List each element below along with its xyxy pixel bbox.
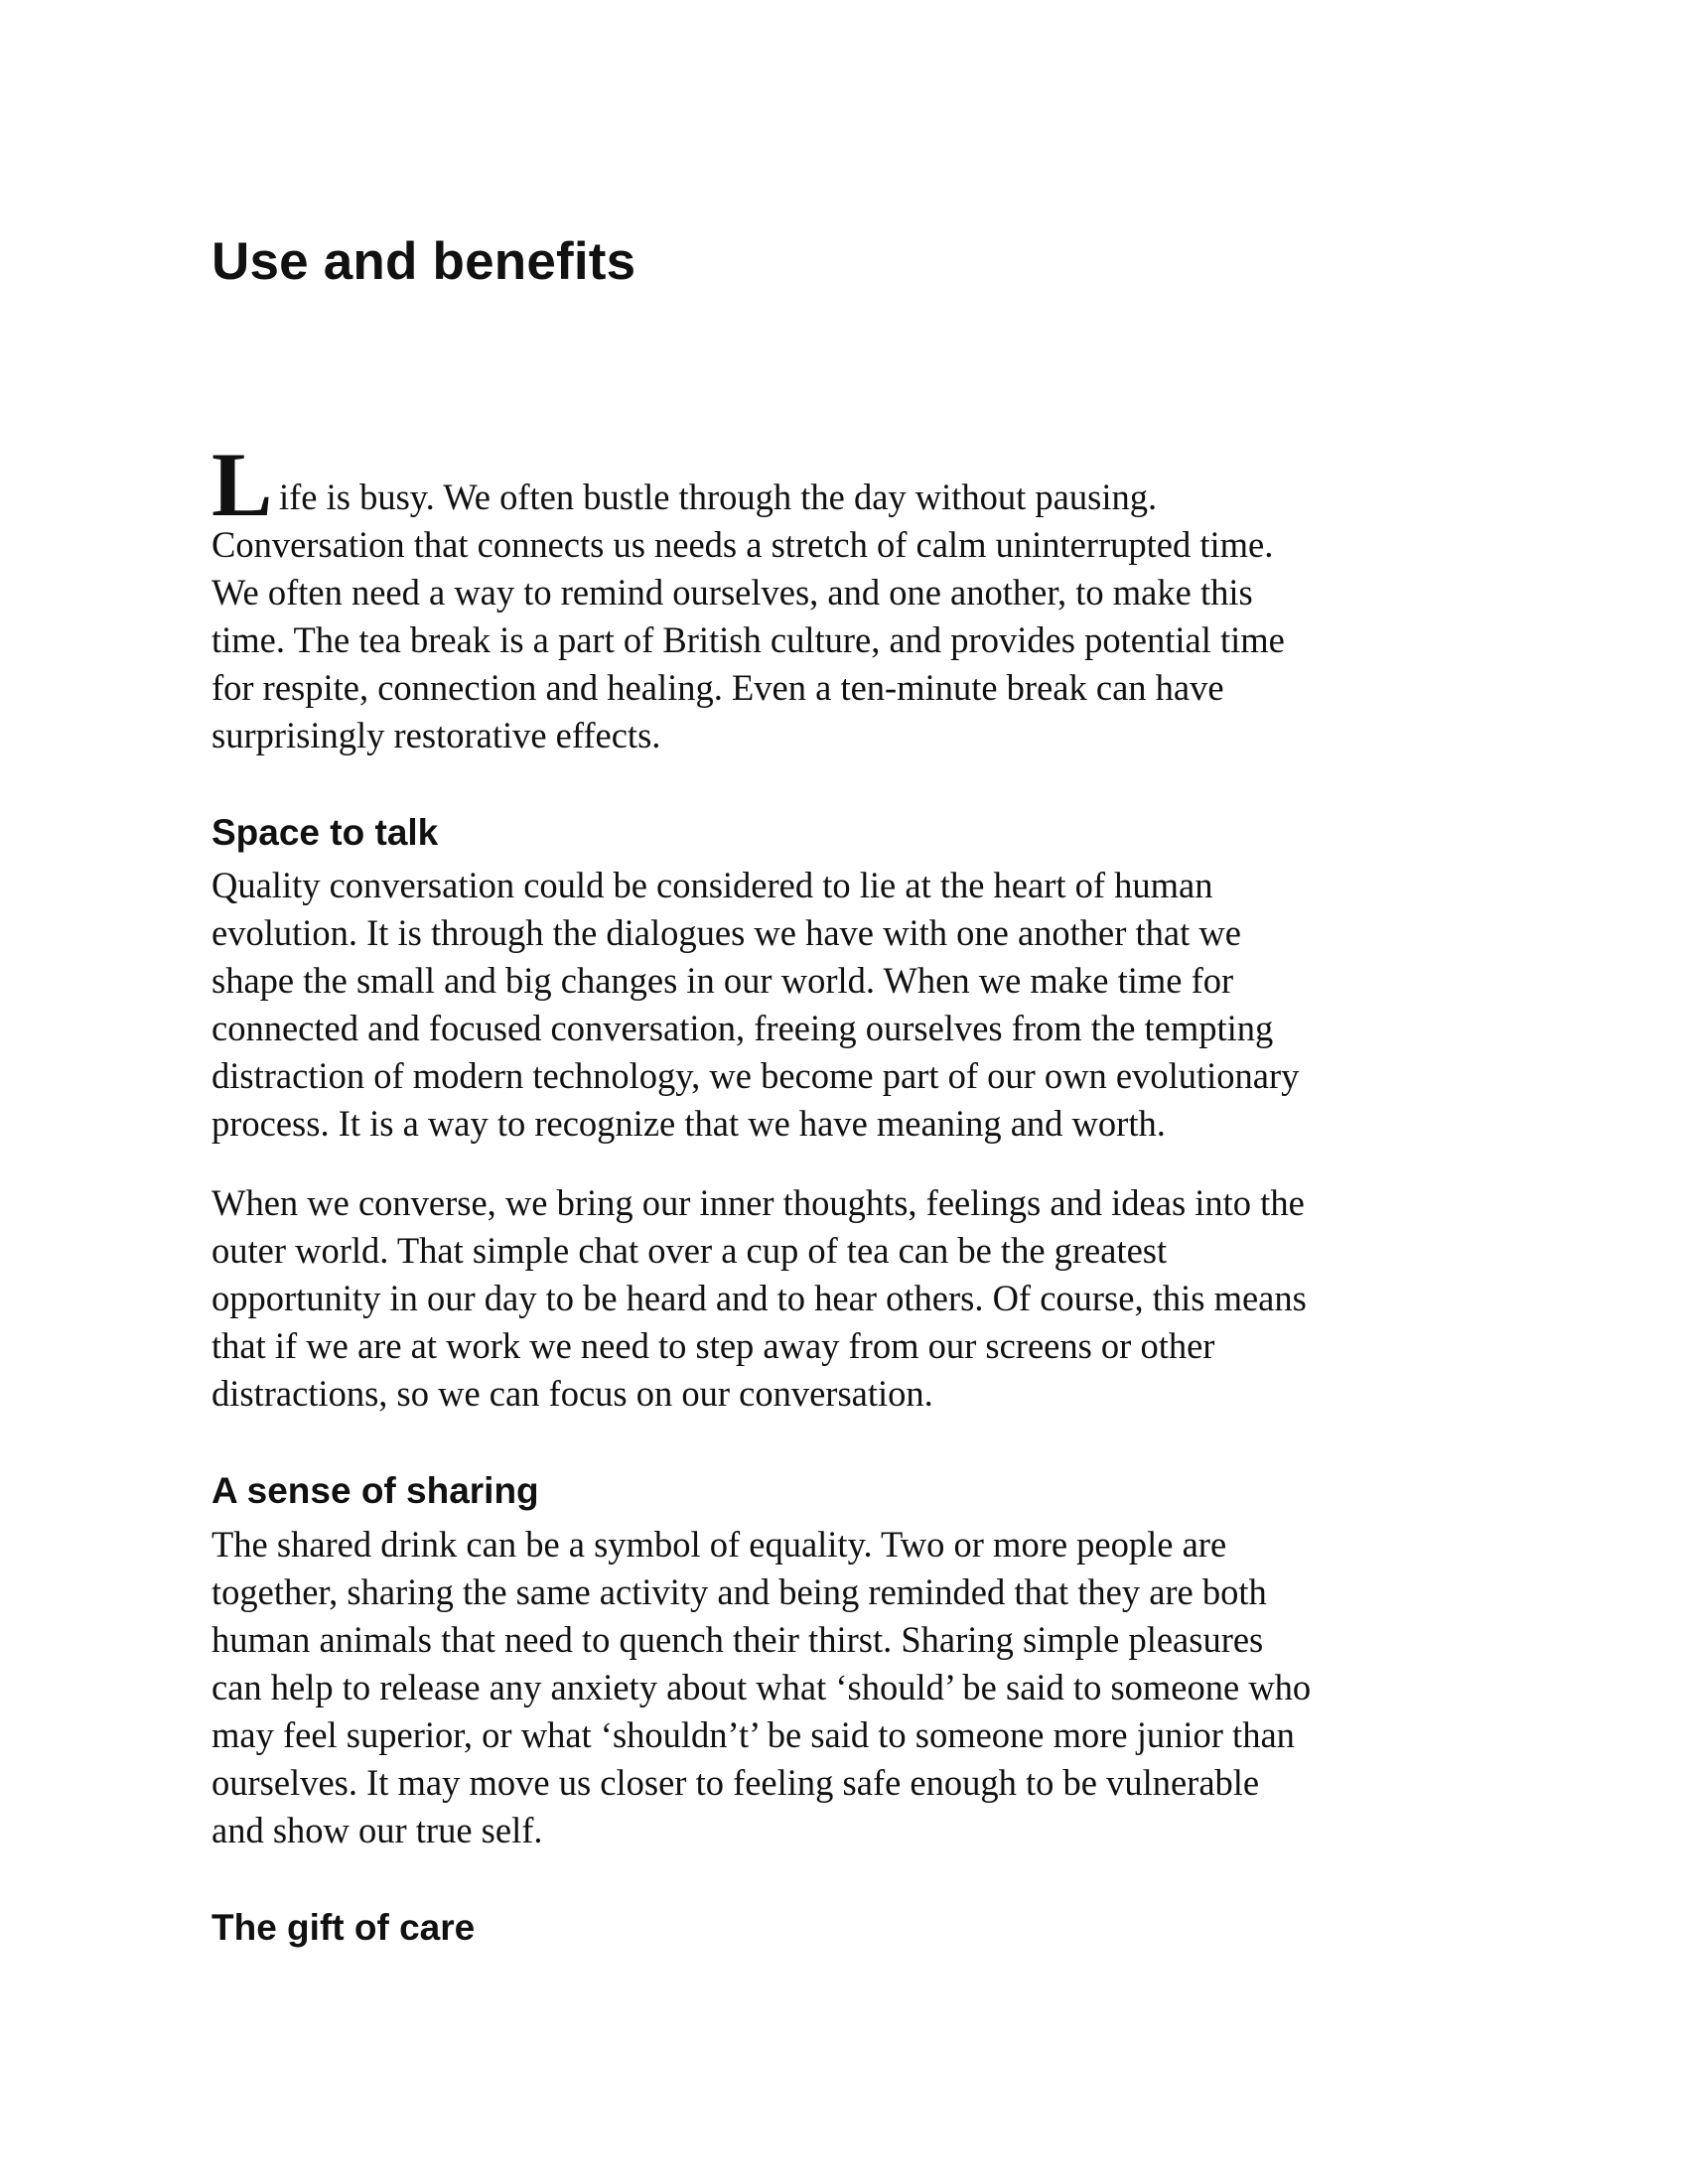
paragraph-line: outer world. That simple chat over a cup of tea can be the greatest [211,1230,1168,1271]
section-heading-the-gift-of-care: The gift of care [211,1907,476,1948]
intro-line: ife is busy. We often bustle through the day without pausing. [279,477,1158,517]
paragraph-line: shape the small and big changes in our world. When we make time for [211,960,1234,1001]
intro-line: Conversation that connects us needs a stretch of calm uninterrupted time. [211,524,1274,565]
space-to-talk-paragraph-2 [211,1179,1307,1418]
space-to-talk-paragraph-1 [211,862,1299,1148]
a-sense-of-sharing-paragraph-1 [211,1521,1311,1854]
paragraph-line: and show our true self. [211,1810,543,1850]
paragraph-line: together, sharing the same activity and being reminded that they are both [211,1571,1267,1612]
paragraph-line: that if we are at work we need to step away from our screens or other [211,1325,1215,1366]
paragraph-line: can help to release any anxiety about what ‘should’ be said to someone who [211,1667,1312,1707]
paragraph-line: The shared drink can be a symbol of equality. Two or more people are [211,1524,1227,1565]
paragraph-line: ourselves. It may move us closer to feeling safe enough to be vulnerable [211,1762,1260,1803]
paragraph-line: connected and focused conversation, freeing ourselves from the tempting [211,1008,1274,1048]
intro-paragraph [211,474,1285,759]
page-title: Use and benefits [211,232,636,291]
intro-line: for respite, connection and healing. Even a ten-minute break can have [211,667,1224,708]
section-heading-a-sense-of-sharing: A sense of sharing [211,1470,539,1511]
intro-line: surprisingly restorative effects. [211,715,661,755]
section-heading-space-to-talk: Space to talk [211,812,439,853]
paragraph-line: When we converse, we bring our inner thoughts, feelings and ideas into the [211,1182,1305,1223]
paragraph-line: opportunity in our day to be heard and to hear others. Of course, this means [211,1278,1307,1318]
paragraph-line: evolution. It is through the dialogues we have with one another that we [211,912,1241,953]
paragraph-line: human animals that need to quench their thirst. Sharing simple pleasures [211,1619,1264,1660]
paragraph-line: process. It is a way to recognize that we have meaning and worth. [211,1103,1166,1144]
intro-line: We often need a way to remind ourselves, and one another, to make this [211,572,1253,613]
paragraph-line: distraction of modern technology, we become part of our own evolutionary [211,1055,1300,1096]
paragraph-line: Quality conversation could be considered to lie at the heart of human [211,865,1213,905]
paragraph-line: distractions, so we can focus on our conversation. [211,1373,933,1414]
intro-line: time. The tea break is a part of British culture, and provides potential time [211,619,1285,660]
paragraph-line: may feel superior, or what ‘shouldn’t’ be said to someone more junior than [211,1714,1295,1755]
drop-cap: L [211,434,273,535]
